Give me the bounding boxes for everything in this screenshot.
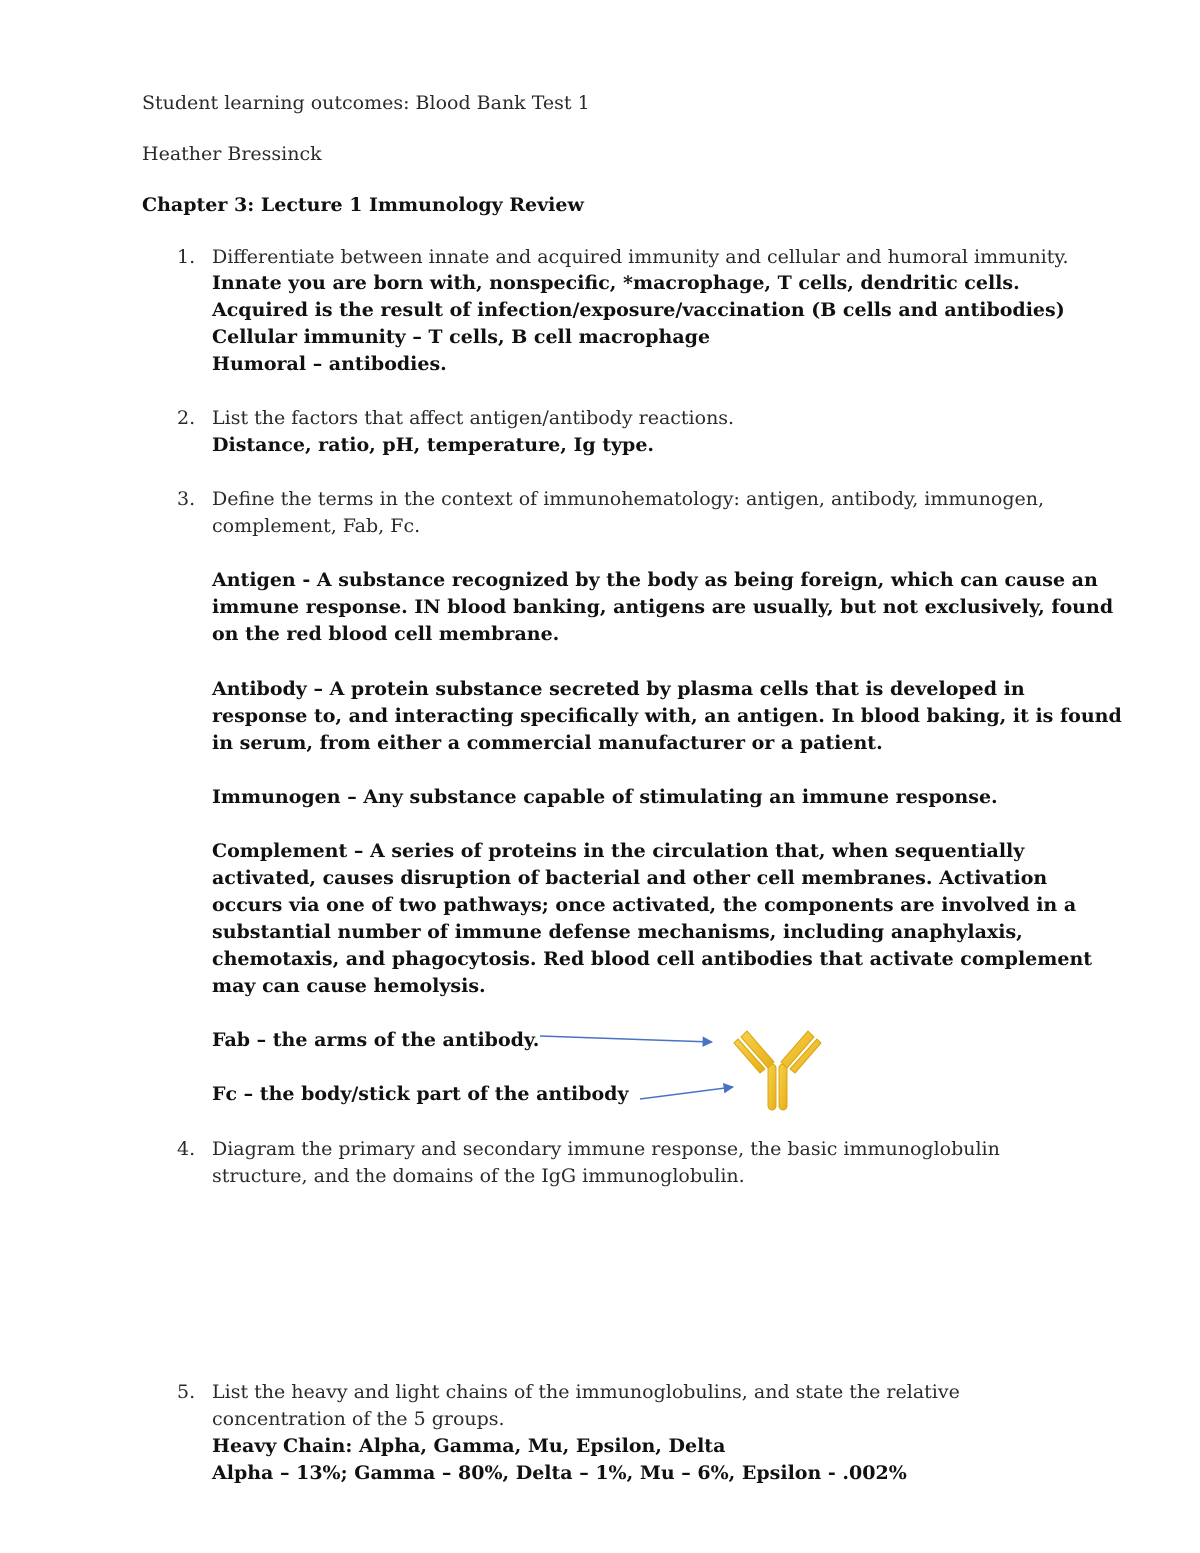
complement-definition: activated, causes disruption of bacterial and other cell membranes. Activation	[212, 867, 1048, 889]
fc-definition: Fc – the body/stick part of the antibody	[212, 1083, 629, 1105]
answer-line: Heavy Chain: Alpha, Gamma, Mu, Epsilon, Delta	[212, 1435, 726, 1457]
document-title: Student learning outcomes: Blood Bank Test 1	[142, 92, 590, 114]
complement-definition: may can cause hemolysis.	[212, 975, 486, 997]
right-arrow-icon	[540, 1036, 712, 1042]
question-4-line: Diagram the primary and secondary immune response, the basic immunoglobulin	[212, 1138, 1000, 1160]
answer-line: Distance, ratio, pH, temperature, Ig type.	[212, 434, 655, 456]
question-3-line: Define the terms in the context of immunohematology: antigen, antibody, immunogen,	[212, 488, 1045, 510]
fab-definition: Fab – the arms of the antibody.	[212, 1029, 540, 1051]
antibody-definition: Antibody – A protein substance secreted by plasma cells that is developed in	[212, 678, 1025, 700]
antigen-definition: immune response. IN blood banking, antigens are usually, but not exclusively, found	[212, 596, 1114, 618]
item-number: 4.	[177, 1138, 196, 1160]
answer-line: Alpha – 13%; Gamma – 80%, Delta – 1%, Mu – 6%, Epsilon - .002%	[212, 1462, 907, 1484]
immunogen-definition: Immunogen – Any substance capable of stimulating an immune response.	[212, 786, 998, 808]
item-number: 2.	[177, 407, 196, 429]
antigen-definition: on the red blood cell membrane.	[212, 623, 560, 645]
question-5-line: List the heavy and light chains of the immunoglobulins, and state the relative	[212, 1381, 960, 1403]
answer-line: Humoral – antibodies.	[212, 353, 447, 375]
answer-line: Innate you are born with, nonspecific, *macrophage, T cells, dendritic cells.	[212, 272, 1020, 294]
question-1: Differentiate between innate and acquired immunity and cellular and humoral immunity.	[212, 246, 1069, 268]
chapter-heading: Chapter 3: Lecture 1 Immunology Review	[142, 194, 584, 216]
complement-definition: chemotaxis, and phagocytosis. Red blood cell antibodies that activate complement	[212, 948, 1093, 970]
question-2: List the factors that affect antigen/antibody reactions.	[212, 407, 735, 429]
answer-line: Acquired is the result of infection/exposure/vaccination (B cells and antibodies)	[212, 299, 1065, 321]
antibody-definition: response to, and interacting specifically with, an antigen. In blood baking, it is found	[212, 705, 1122, 727]
question-5-line: concentration of the 5 groups.	[212, 1408, 505, 1430]
complement-definition: Complement – A series of proteins in the circulation that, when sequentially	[212, 840, 1025, 862]
antibody-y-icon	[734, 1031, 821, 1110]
complement-definition: substantial number of immune defense mechanisms, including anaphylaxis,	[212, 921, 1023, 943]
right-arrow-icon	[640, 1087, 733, 1099]
antibody-definition: in serum, from either a commercial manufacturer or a patient.	[212, 732, 883, 754]
question-4-line: structure, and the domains of the IgG immunoglobulin.	[212, 1165, 745, 1187]
item-number: 3.	[177, 488, 196, 510]
item-number: 5.	[177, 1381, 196, 1403]
answer-line: Cellular immunity – T cells, B cell macrophage	[212, 326, 711, 348]
complement-definition: occurs via one of two pathways; once activated, the components are involved in a	[212, 894, 1077, 916]
question-3-line: complement, Fab, Fc.	[212, 515, 421, 537]
item-number: 1.	[177, 246, 196, 268]
author-name: Heather Bressinck	[142, 143, 322, 165]
antigen-definition: Antigen - A substance recognized by the body as being foreign, which can cause an	[212, 569, 1098, 591]
